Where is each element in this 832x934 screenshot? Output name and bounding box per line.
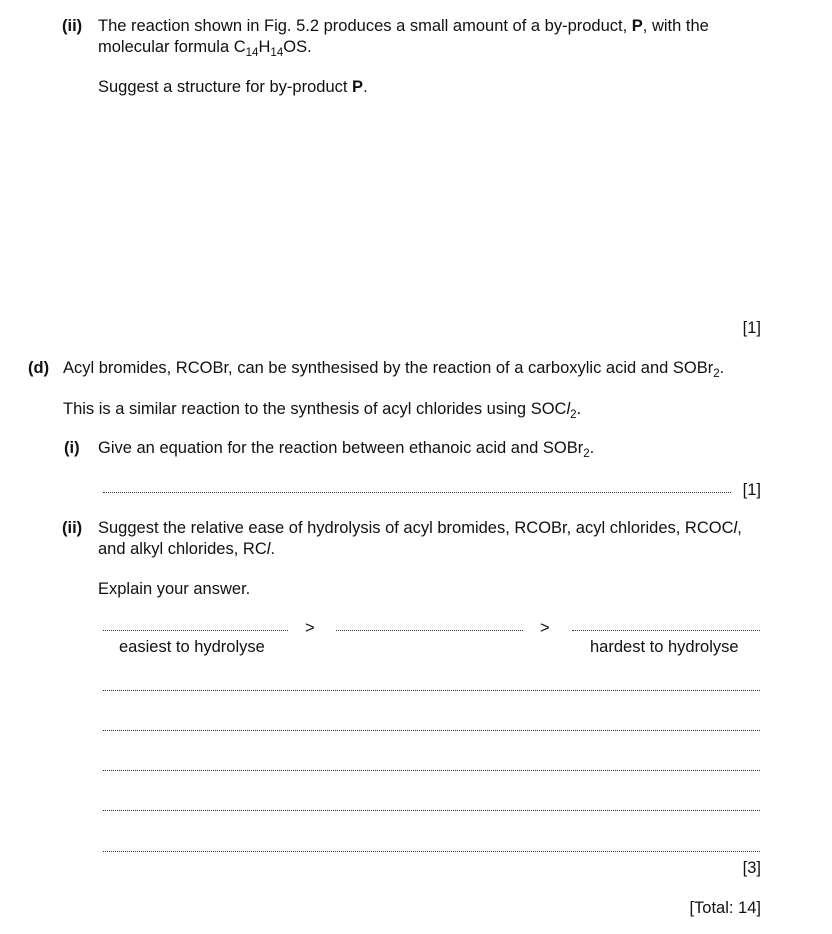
- text-fragment: and alkyl chlorides, RC: [98, 540, 267, 558]
- italic-l: l: [566, 400, 571, 418]
- greater-than-1: >: [305, 619, 315, 637]
- italic-l: l: [266, 540, 271, 558]
- part-d-ii-label: (ii): [62, 519, 83, 537]
- text-fragment: , with the: [642, 17, 709, 35]
- subscript: 14: [270, 47, 284, 59]
- part-c-ii-prompt: [98, 77, 368, 98]
- text-fragment: The reaction shown in Fig. 5.2 produces a small amount of a by-product,: [98, 17, 632, 35]
- order-blank-2[interactable]: [336, 630, 523, 631]
- text-fragment: .: [719, 359, 725, 377]
- part-d-ii-question-line1: [98, 518, 742, 539]
- answer-line[interactable]: [103, 770, 760, 771]
- text-fragment: This is a similar reaction to the synthesis of acyl chlorides using SOC: [63, 400, 567, 418]
- text-fragment: Acyl bromides, RCOBr, can be synthesised by the reaction of a carboxylic acid and SOBr: [63, 359, 714, 377]
- text-fragment: Suggest the relative ease of hydrolysis of acyl bromides, RCOBr, acyl chlorides, RCOC: [98, 519, 734, 537]
- part-d-i-label: (i): [64, 439, 80, 457]
- total-marks: [Total: 14]: [689, 899, 761, 917]
- subscript: 14: [245, 47, 259, 59]
- text-fragment: .: [576, 400, 582, 418]
- text-fragment: molecular formula C: [98, 38, 246, 56]
- part-d-ii-question-line2: [98, 539, 275, 560]
- text-fragment: .: [589, 439, 595, 457]
- subscript: 2: [570, 409, 577, 421]
- easiest-label: easiest to hydrolyse: [119, 638, 265, 656]
- italic-l: l: [733, 519, 738, 537]
- text-fragment: ,: [737, 519, 742, 537]
- bold-p: P: [631, 17, 643, 35]
- part-d-intro: [63, 358, 724, 379]
- part-c-ii-label: (ii): [62, 17, 83, 35]
- text-fragment: Suggest a structure for by-product: [98, 78, 353, 96]
- text-fragment: H: [258, 38, 271, 56]
- subscript: 2: [713, 368, 720, 380]
- subscript: 2: [583, 448, 590, 460]
- answer-line[interactable]: [103, 730, 760, 731]
- marks-d-ii: [3]: [742, 859, 761, 877]
- part-d-similar: [63, 399, 581, 420]
- marks-c-ii: [1]: [742, 319, 761, 337]
- part-d-i-question: [98, 438, 594, 459]
- part-d-label: (d): [28, 359, 50, 377]
- part-c-ii-question-line2: [98, 37, 312, 58]
- answer-line[interactable]: [103, 851, 760, 852]
- part-d-ii-explain: Explain your answer.: [98, 580, 251, 598]
- marks-d-i: [1]: [742, 481, 761, 499]
- greater-than-2: >: [540, 619, 550, 637]
- text-fragment: .: [363, 78, 368, 96]
- order-blank-1[interactable]: [103, 630, 288, 631]
- answer-line[interactable]: [103, 810, 760, 811]
- structure-answer-space[interactable]: [98, 100, 762, 310]
- order-blank-3[interactable]: [572, 630, 760, 631]
- text-fragment: .: [270, 540, 276, 558]
- part-c-ii-question-line1: [98, 16, 762, 37]
- text-fragment: Give an equation for the reaction between ethanoic acid and SOBr: [98, 439, 584, 457]
- answer-line[interactable]: [103, 690, 760, 691]
- text-fragment: OS.: [283, 38, 312, 56]
- answer-line-d-i[interactable]: [103, 492, 731, 493]
- hardest-label: hardest to hydrolyse: [590, 638, 739, 656]
- bold-p: P: [352, 78, 364, 96]
